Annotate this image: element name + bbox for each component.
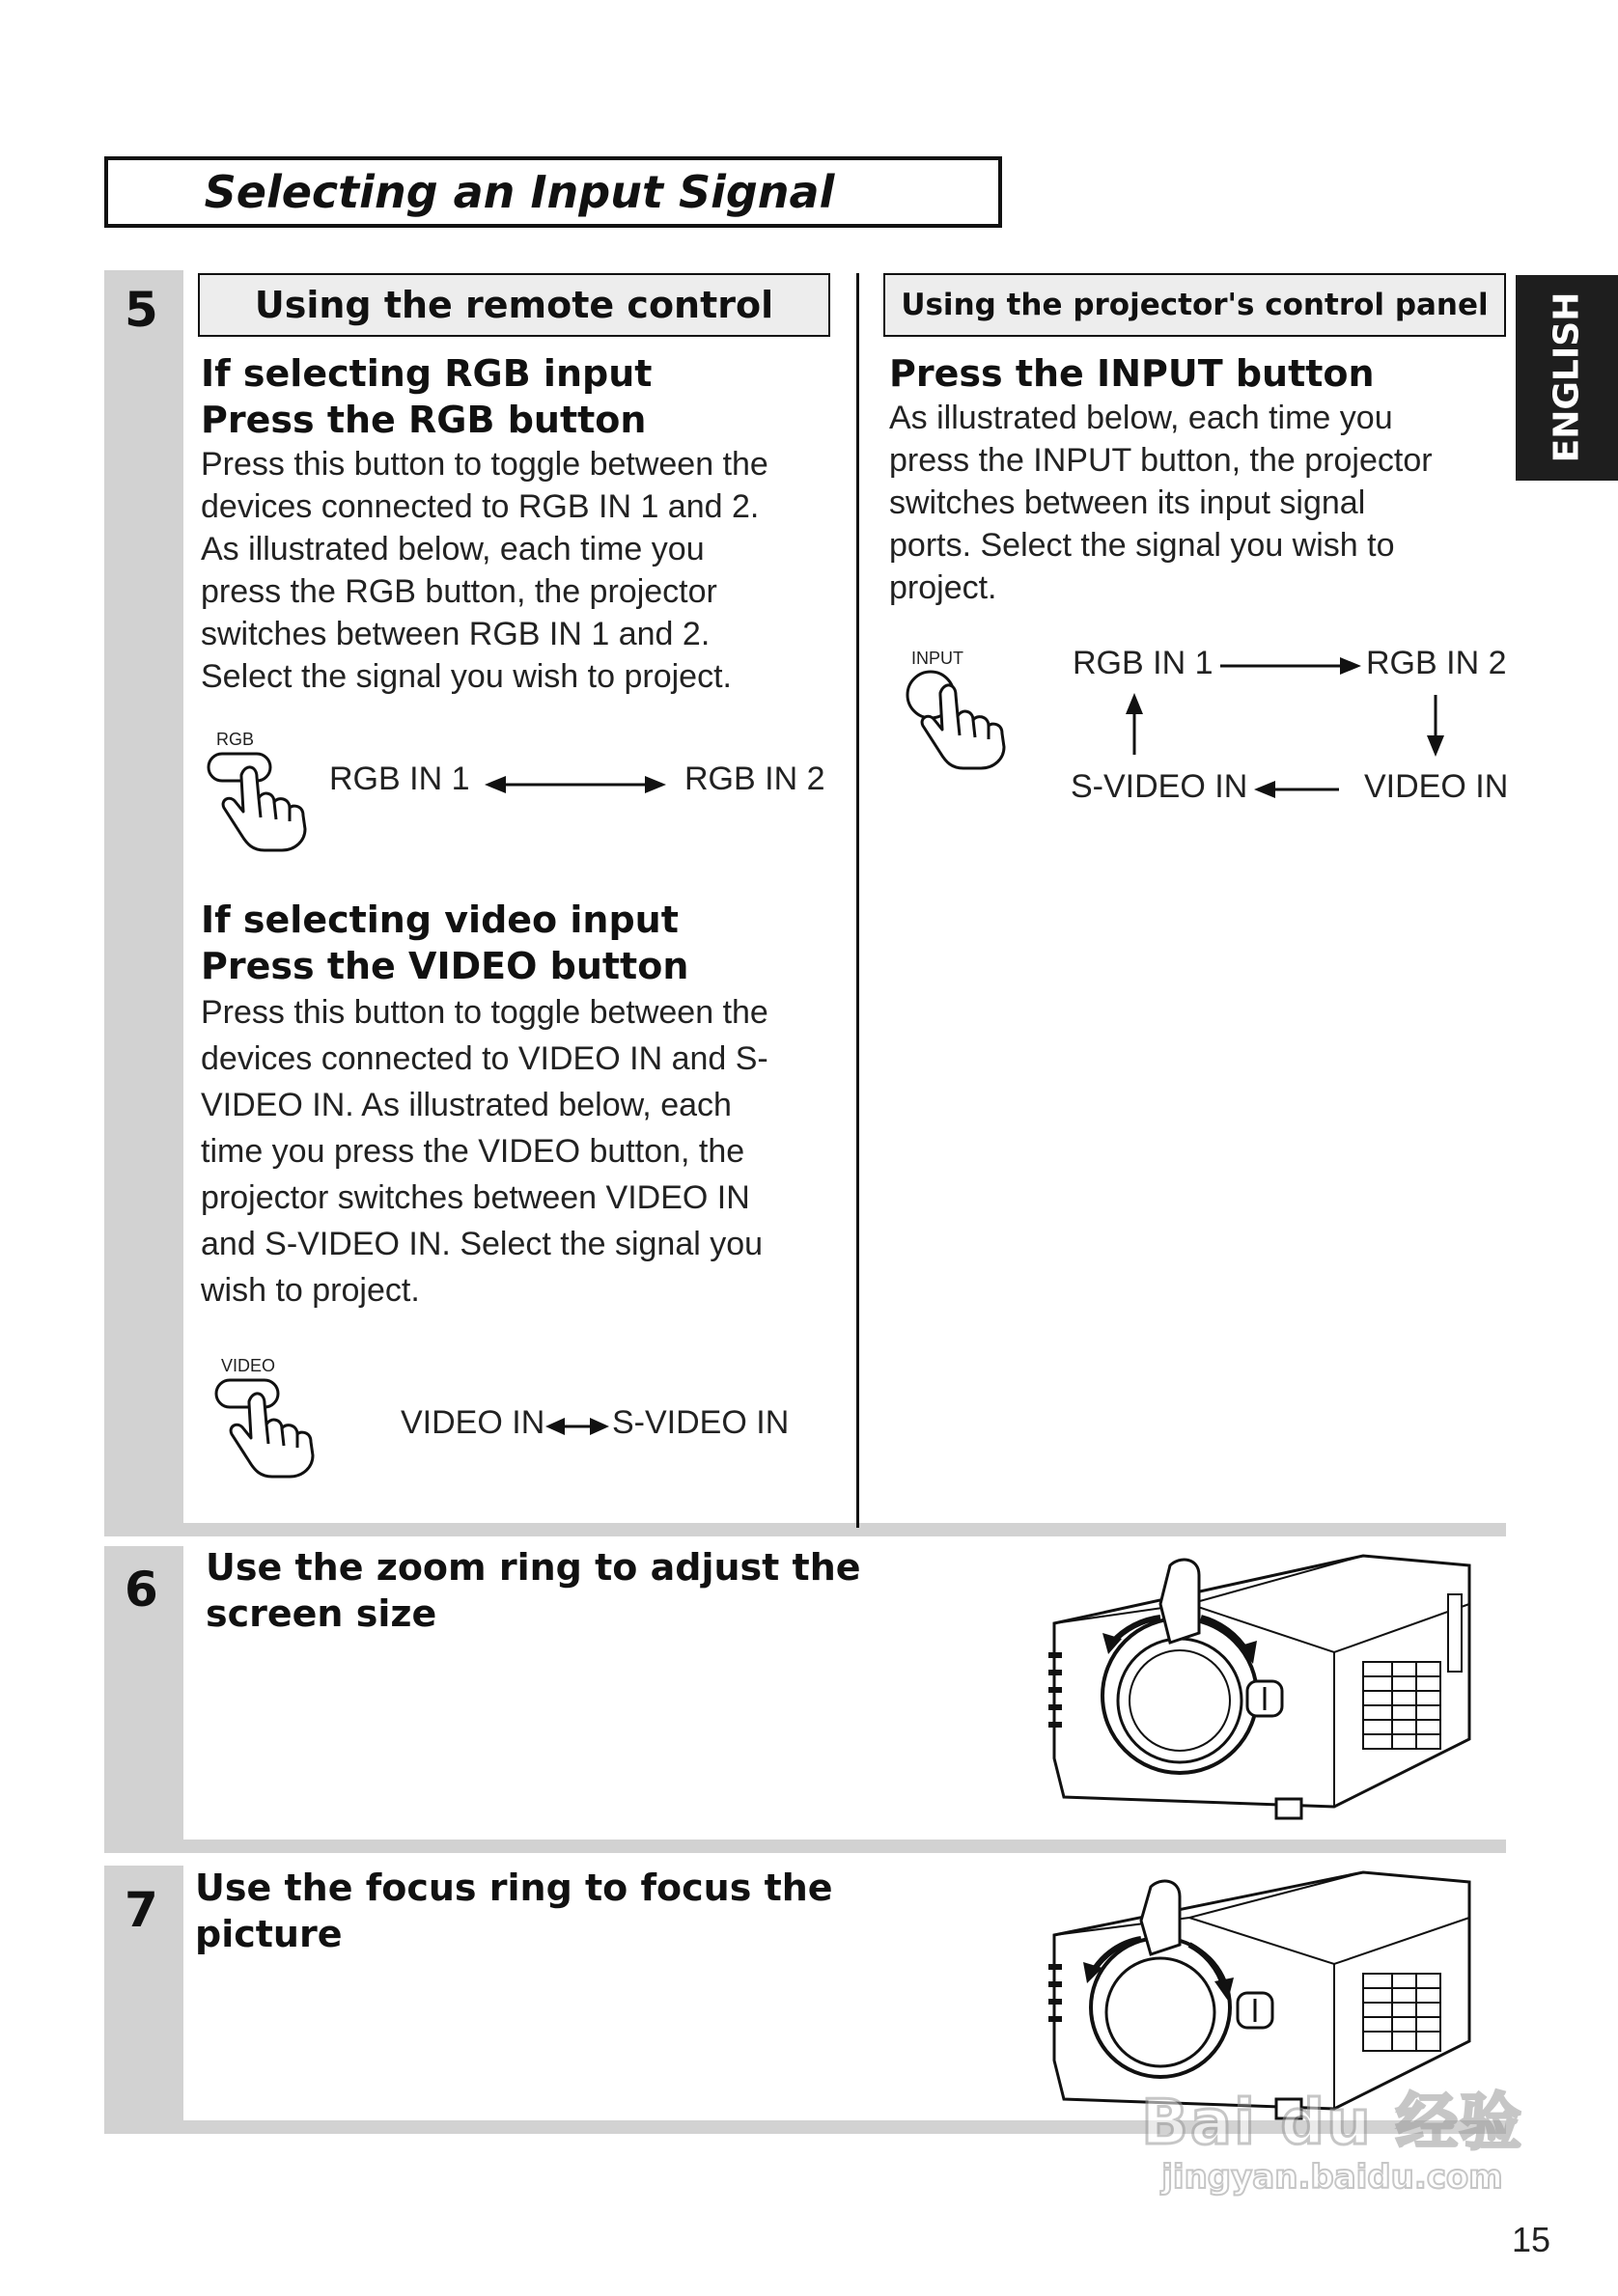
input-button-label: INPUT — [911, 649, 963, 668]
arrow-right-icon — [1218, 651, 1363, 680]
column-divider — [856, 273, 859, 1528]
video-diagram-right: S-VIDEO IN — [612, 1404, 790, 1441]
step6-number: 6 — [125, 1562, 158, 1618]
input-heading: Press the INPUT button — [889, 352, 1375, 395]
step7-number: 7 — [125, 1882, 158, 1938]
page-number: 15 — [1512, 2220, 1551, 2259]
input-diagram-top-right: RGB IN 2 — [1366, 645, 1507, 681]
rgb-heading-1: If selecting RGB input — [201, 352, 653, 395]
video-heading-2: Press the VIDEO button — [201, 945, 689, 987]
input-section — [889, 350, 1488, 609]
video-heading-1: If selecting video input — [201, 899, 679, 941]
video-press-hand-icon — [210, 1374, 336, 1480]
language-tab: ENGLISH — [1516, 275, 1618, 481]
rgb-button-label: RGB — [216, 730, 255, 749]
rgb-press-hand-icon — [203, 748, 328, 854]
rgb-double-arrow-icon — [483, 770, 668, 799]
video-text: Press this button to toggle between the devices connected to VIDEO IN and S- VIDEO IN. As illustrated below, each time you press the VIDEO button, the projector switches between VIDEO IN and S-VIDEO IN. Select the signal you wish to project. — [201, 994, 768, 1309]
watermark — [1139, 2073, 1525, 2197]
watermark-logo: Bai du 经验 — [1141, 2088, 1523, 2159]
arrow-left-icon — [1252, 775, 1341, 804]
input-diagram-bottom-left: S-VIDEO IN — [1071, 768, 1248, 805]
arrow-up-icon — [1120, 691, 1149, 757]
video-section — [201, 897, 838, 1314]
input-diagram-bottom-right: VIDEO IN — [1364, 768, 1509, 805]
input-diagram-top-left: RGB IN 1 — [1073, 645, 1214, 681]
rgb-heading-2: Press the RGB button — [201, 399, 647, 441]
input-text: As illustrated below, each time you press the INPUT button, the projector switches between its input signal ports. Select the signal you wish to project. — [889, 400, 1433, 606]
rgb-text: Press this button to toggle between the devices connected to RGB IN 1 and 2. As illustrated below, each time you press the RGB button, the projector switches between RGB IN 1 and 2. Select the signal you wish to project. — [201, 446, 768, 695]
step5-number: 5 — [125, 282, 158, 338]
rgb-diagram-right: RGB IN 2 — [684, 761, 825, 797]
rgb-diagram-left: RGB IN 1 — [329, 761, 470, 797]
step7-text: Use the focus ring to focus the picture — [195, 1867, 833, 1955]
control-panel-header: Using the projector's control panel — [883, 273, 1506, 337]
remote-control-header: Using the remote control — [198, 273, 830, 337]
arrow-down-icon — [1421, 693, 1450, 759]
input-press-hand-icon — [902, 666, 1027, 772]
page-title: Selecting an Input Signal — [104, 156, 1002, 228]
projector-zoom-ring-illustration — [1045, 1546, 1479, 1836]
rgb-section — [201, 350, 838, 698]
video-double-arrow-icon — [544, 1412, 611, 1441]
watermark-url: jingyan.baidu.com — [1161, 2158, 1503, 2197]
video-button-label: VIDEO — [221, 1356, 276, 1375]
step6-text: Use the zoom ring to adjust the screen size — [206, 1546, 861, 1635]
video-diagram-left: VIDEO IN — [401, 1404, 545, 1441]
